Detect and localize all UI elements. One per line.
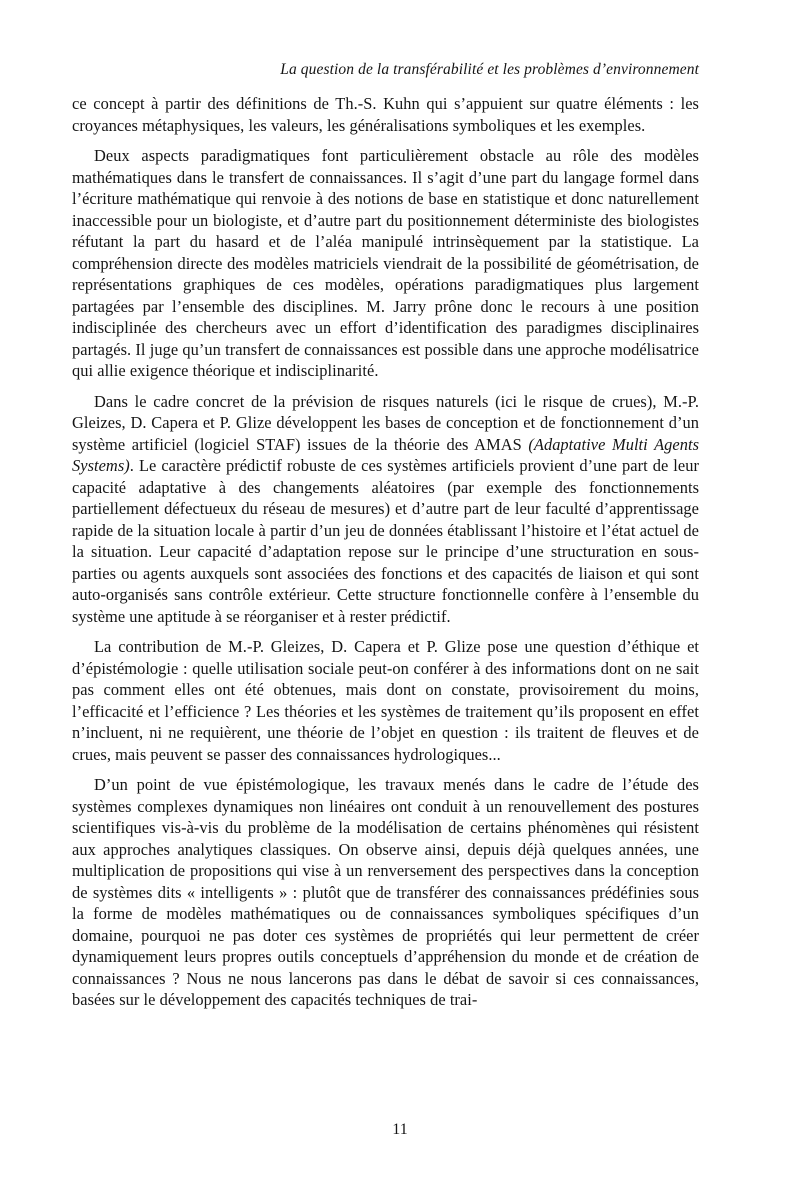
paragraph-5 (72, 774, 699, 1011)
page-number: 11 (392, 1121, 408, 1138)
running-header: La question de la transférabilité et les problèmes d’environnement (280, 61, 699, 78)
paragraph-2 (72, 145, 699, 382)
paragraph-1 (72, 93, 699, 136)
paragraph-4-text: La contribution de M.-P. Gleizes, D. Capera et P. Glize pose une question d’éthique et d’épistémologie : quelle utilisation sociale peut-on conférer à des informations dont on ne sait pas comment elles ont été obtenues, mais dont on constate, provisoirement du moins, l’efficacité et l’efficience ? Les théories et les systèmes de traitement qu’ils proposent en effet n’incluent, ni ne requièrent, une théorie de l’objet en question : ils traitent de fleuves et de crues, mais peuvent se passer des connaissances hydrologiques... (72, 637, 699, 764)
paragraph-4 (72, 636, 699, 765)
paragraph-3 (72, 391, 699, 628)
paragraph-1-text: ce concept à partir des définitions de Th.-S. Kuhn qui s’appuient sur quatre éléments : les croyances métaphysiques, les valeurs, les généralisations symboliques et les exemples. (72, 94, 699, 135)
paragraph-3-text-before-italic: Dans le cadre concret de la prévision de risques naturels (ici le risque de crues), M.-P. Gleizes, D. Capera et P. Glize développent les bases de conception et de fonctionnement d’un système artificiel (logiciel STAF) issues de la théorie des AMAS (72, 391, 699, 454)
paragraph-3-text-after-italic: . Le caractère prédictif robuste de ces systèmes artificiels provient d’une part de leur capacité adaptative à des changements aléatoires (par exemple des fonctionnements partiellement défectueux du réseau de mesures) et d’autre part de leur faculté d’apprentissage rapide de la situation locale à partir d’un jeu de données établissant l’histoire et l’état actuel de la situation. Leur capacité d’adaptation repose sur le principe d’une structuration en sous-parties ou agents auxquels sont associées des fonctions et des capacités de liaison et qui sont auto-organisés sans contrôle extérieur. Cette structure fonctionnelle confère à l’ensemble du système une aptitude à se réorganiser et à rester prédictif. (72, 456, 699, 626)
paragraph-3-italic-phrase: (Adaptative Multi Agents Systems) (72, 434, 699, 475)
paragraph-5-text: D’un point de vue épistémologique, les travaux menés dans le cadre de l’étude des systèmes complexes dynamiques non linéaires ont conduit à un renouvellement des postures scientifiques vis-à-vis du problème de la modélisation de certains phénomènes qui résistent aux approches analytiques classiques. On observe ainsi, depuis déjà quelques années, une multiplication de propositions qui vise à un renversement des perspectives dans la conception de systèmes dits « intelligents » : plutôt que de transférer des connaissances prédéfinies sous la forme de modèles mathématiques ou de connaissances symboliques spécifiques d’un domaine, pourquoi ne pas doter ces systèmes de propriétés qui leur permettent de créer dynamiquement leurs propres outils conceptuels d’appréhension du monde et de création de connaissances ? Nous ne nous lancerons pas dans le débat de savoir si ces connaissances, basées sur le développement des capacités techniques de trai- (72, 775, 699, 1009)
paragraph-2-text: Deux aspects paradigmatiques font particulièrement obstacle au rôle des modèles mathématiques dans le transfert de connaissances. Il s’agit d’une part du langage formel dans l’écriture mathématique qui renvoie à des notions de base en statistique et donc naturellement inaccessible pour un biologiste, et d’autre part du positionnement déterministe des biologistes réfutant la part du hasard et de l’aléa manipulé intrinsèquement par la statistique. La compréhension directe des modèles matriciels viendrait de la possibilité de géométrisation, de représentations graphiques de ces modèles, opérations paradigmatiques plus largement partagées par l’ensemble des disciplines. M. Jarry prône donc le recours à une position indisciplinée des chercheurs avec un effort d’identification des paradigmes disciplinaires partagés. Il juge qu’un transfert de connaissances est possible dans une approche modélisatrice qui allie exigence théorique et indisciplinarité. (72, 146, 699, 380)
page-body (72, 93, 699, 1011)
